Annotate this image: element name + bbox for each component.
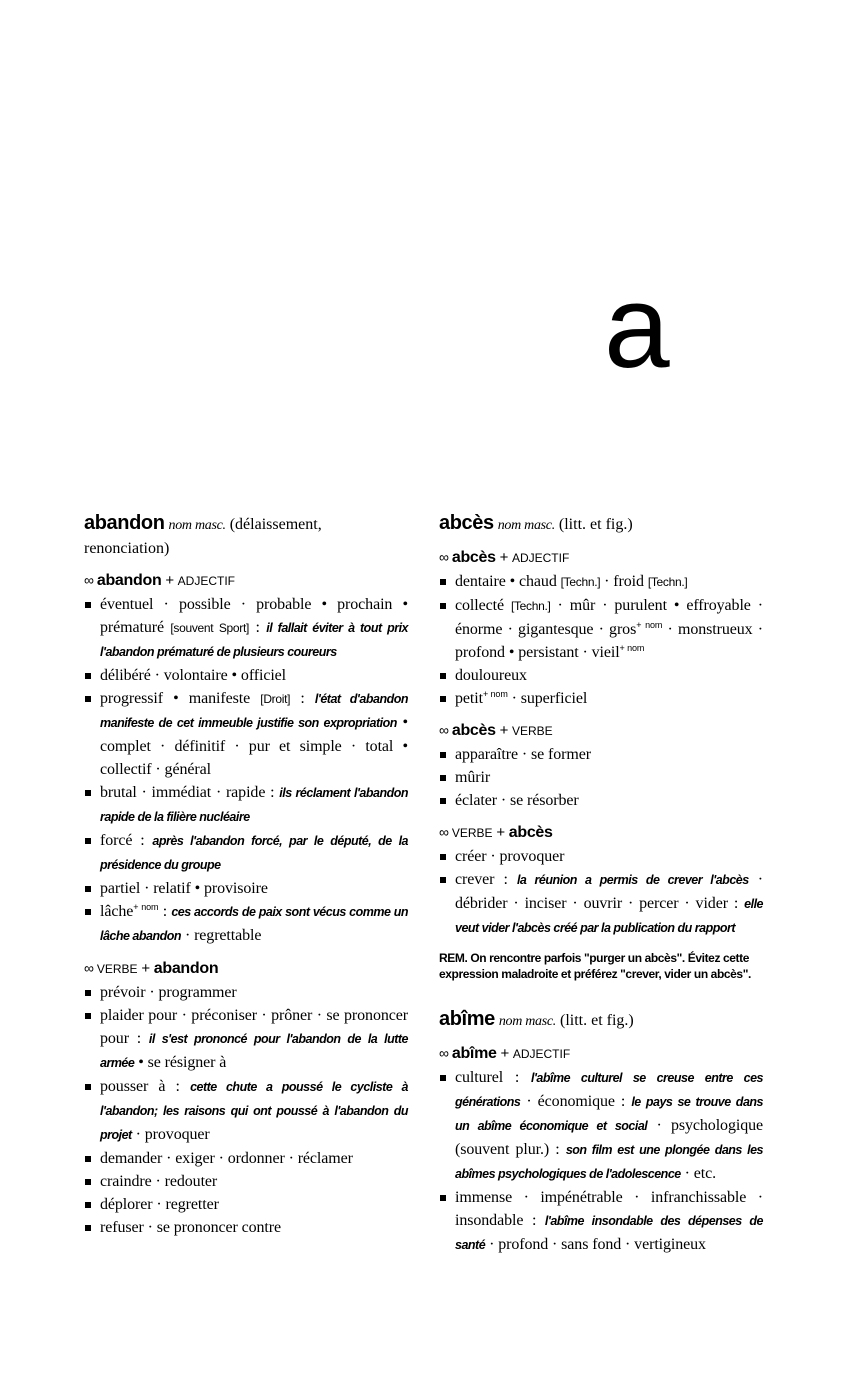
colon: : (300, 690, 305, 707)
list-item (439, 687, 763, 710)
collocates: déplorer · regretter (100, 1196, 219, 1213)
colon: : (175, 1078, 180, 1095)
list-item (439, 789, 763, 812)
headword: abcès (439, 512, 494, 534)
colloc-category: VERBE (511, 724, 553, 738)
collocation-icon: ∞ (84, 572, 91, 588)
collocates: progressif • manifeste (100, 690, 251, 707)
collocation-list (84, 981, 408, 1239)
colloc-plus: + (496, 824, 505, 841)
collocates: · profond · sans fond · vertigineux (489, 1236, 706, 1253)
collocates: pousser à (100, 1078, 166, 1095)
collocates: douloureux (455, 667, 527, 684)
list-item (84, 981, 408, 1004)
collocation-heading (84, 958, 408, 979)
collocates: immense · impénétrable · infranchissable · insondable (455, 1189, 763, 1229)
colloc-plus: + (499, 722, 509, 739)
collocates: éclater · se résorber (455, 792, 579, 809)
collocation-list (439, 743, 763, 812)
colon: : (503, 871, 508, 888)
list-item (439, 1186, 763, 1257)
list-item (84, 687, 408, 781)
list-item (84, 1193, 408, 1216)
colloc-plus: + (141, 960, 150, 977)
collocates: · froid (604, 573, 644, 590)
collocates: · économique (526, 1093, 615, 1110)
list-item (84, 1170, 408, 1193)
list-item (84, 781, 408, 829)
collocates: craindre · redouter (100, 1173, 218, 1190)
collocation-heading (439, 1043, 763, 1064)
collocates: petit (455, 690, 483, 707)
collocation-list (439, 845, 763, 940)
list-item (84, 593, 408, 664)
colon: : (733, 895, 739, 912)
example: cette chute a poussé le cycliste à l'abandon; les raisons qui ont poussé à l'abandon du projet (100, 1080, 408, 1142)
collocates: · débrider · inciser · ouvrir · percer · vider (455, 871, 764, 912)
collocation-heading (439, 822, 763, 843)
colloc-category: ADJECTIF (177, 574, 235, 588)
colon: : (162, 903, 168, 920)
entry-abandon (84, 512, 408, 1239)
colloc-word: abcès (451, 549, 496, 566)
collocation-icon: ∞ (439, 1045, 446, 1061)
register-label: [Techn.] (510, 599, 551, 613)
colon: : (531, 1212, 537, 1229)
register-label: [Droit] (260, 692, 291, 706)
part-of-speech: nom masc. (497, 518, 555, 533)
collocates: brutal · immédiat · rapide (100, 784, 266, 801)
list-item (84, 900, 408, 948)
list-item (84, 1147, 408, 1170)
part-of-speech: nom masc. (168, 518, 226, 533)
list-item (439, 766, 763, 789)
colloc-word: abcès (451, 722, 496, 739)
example: l'abîme culturel se creuse entre ces générations (455, 1071, 763, 1109)
left-column (84, 512, 408, 1253)
colloc-plus: + (499, 549, 509, 566)
usage-remark: REM. On rencontre parfois "purger un abcès". Évitez cette expression maladroite et préférez "crever, vider un abcès". (439, 951, 751, 981)
section-letter: a (604, 261, 668, 393)
collocates: culturel (455, 1069, 504, 1086)
colon: : (555, 1141, 560, 1158)
collocates: · mûr · purulent • effroyable · énorme · gigantesque · gros (455, 597, 764, 638)
collocates: créer · provoquer (455, 848, 565, 865)
list-item (439, 570, 763, 594)
collocation-icon: ∞ (439, 824, 446, 840)
collocates: · regrettable (184, 927, 262, 944)
collocates: lâche (100, 903, 134, 920)
collocates: éventuel · possible · probable • prochain • prématuré (100, 596, 408, 636)
example: la réunion a permis de crever l'abcès (516, 873, 749, 887)
collocation-heading (439, 547, 763, 568)
example: ces accords de paix sont vécus comme un lâche abandon (100, 905, 409, 943)
collocates: • complet · définitif · pur et simple · total • collectif · général (100, 714, 408, 778)
list-item (84, 877, 408, 900)
list-item (439, 1066, 763, 1186)
collocates: refuser · se prononcer contre (100, 1219, 282, 1236)
collocates: forcé (100, 832, 133, 849)
colloc-word: abîme (451, 1045, 497, 1062)
example: le pays se trouve dans un abîme économique et social (455, 1095, 763, 1133)
collocates: · superficiel (511, 690, 588, 707)
list-item (439, 664, 763, 687)
colloc-word: abcès (508, 824, 553, 841)
colon: : (136, 1030, 142, 1047)
register-label: [Techn.] (647, 575, 688, 589)
collocates: délibéré · volontaire • officiel (100, 667, 287, 684)
collocation-icon: ∞ (84, 960, 91, 976)
collocates: • se résigner à (138, 1054, 227, 1071)
list-item (84, 664, 408, 687)
gloss: (litt. et fig.) (558, 516, 633, 533)
gloss: (délaissement, renonciation) (84, 516, 322, 557)
entry-header (84, 512, 408, 560)
collocates: plaider pour · préconiser · prôner · se prononcer pour (100, 1007, 408, 1047)
collocates: partiel · relatif • provisoire (100, 880, 268, 897)
colloc-plus: + (165, 572, 174, 589)
collocates: prévoir · programmer (100, 984, 237, 1001)
colloc-category: VERBE (451, 826, 493, 840)
collocates: crever (455, 871, 495, 888)
list-item (84, 829, 408, 877)
collocates: dentaire • chaud (455, 573, 557, 590)
colon: : (620, 1093, 626, 1110)
gloss: (litt. et fig.) (560, 1012, 634, 1029)
colloc-category: ADJECTIF (512, 1047, 571, 1061)
register-label: [Techn.] (560, 575, 601, 589)
colon: : (255, 619, 260, 636)
entry-abime (439, 1008, 763, 1257)
list-item (84, 1075, 408, 1147)
collocation-list (439, 570, 763, 710)
collocation-icon: ∞ (439, 549, 446, 565)
superscript-label: + nom (636, 620, 663, 630)
example: elle veut vider l'abcès créé par la publication du rapport (455, 897, 763, 935)
colon: : (140, 832, 145, 849)
collocation-icon: ∞ (439, 722, 446, 738)
collocates: · psychologique (souvent plur.) (455, 1117, 763, 1158)
superscript-label: + nom (133, 902, 159, 912)
example: son film est une plongée dans les abîmes psychologiques de l'adolescence (455, 1143, 764, 1181)
entry-abces (439, 512, 763, 982)
superscript-label: + nom (482, 689, 508, 699)
list-item (439, 845, 763, 868)
headword: abîme (439, 1008, 495, 1030)
register-label: [souvent Sport] (170, 621, 250, 635)
list-item (84, 1004, 408, 1075)
example: il fallait éviter à tout prix l'abandon prématuré de plusieurs coureurs (100, 621, 409, 659)
headword: abandon (84, 512, 165, 534)
part-of-speech: nom masc. (498, 1014, 556, 1029)
superscript-label: + nom (619, 643, 645, 653)
colloc-plus: + (500, 1045, 509, 1062)
example: ils réclament l'abandon rapide de la filière nucléaire (100, 786, 408, 824)
example: l'abîme insondable des dépenses de santé (455, 1214, 763, 1252)
list-item (439, 594, 763, 664)
collocates: mûrir (455, 769, 491, 786)
example: il s'est prononcé pour l'abandon de la lutte armée (100, 1032, 409, 1070)
collocation-heading (439, 720, 763, 741)
collocation-heading (84, 570, 408, 591)
collocates: demander · exiger · ordonner · réclamer (100, 1150, 353, 1167)
colloc-category: VERBE (96, 962, 138, 976)
colloc-word: abandon (96, 572, 162, 589)
list-item (439, 743, 763, 766)
entry-header (439, 1008, 763, 1033)
colon: : (514, 1069, 520, 1086)
collocates: · etc. (684, 1165, 717, 1182)
collocates: · monstrueux · profond • persistant · vieil (455, 621, 763, 661)
list-item (439, 868, 763, 940)
collocation-list (439, 1066, 763, 1257)
collocation-list (84, 593, 408, 948)
collocates: collecté (455, 597, 504, 614)
example: l'état d'abandon manifeste de cet immeuble justifie son expropriation (100, 692, 408, 730)
collocates: apparaître · se former (455, 746, 591, 763)
list-item (84, 1216, 408, 1239)
example: après l'abandon forcé, par le député, de la présidence du groupe (100, 834, 409, 872)
right-column (439, 512, 763, 1271)
collocates: · provoquer (135, 1126, 210, 1143)
colon: : (270, 784, 275, 801)
entry-header (439, 512, 763, 537)
colloc-category: ADJECTIF (511, 551, 570, 565)
colloc-word: abandon (153, 960, 219, 977)
